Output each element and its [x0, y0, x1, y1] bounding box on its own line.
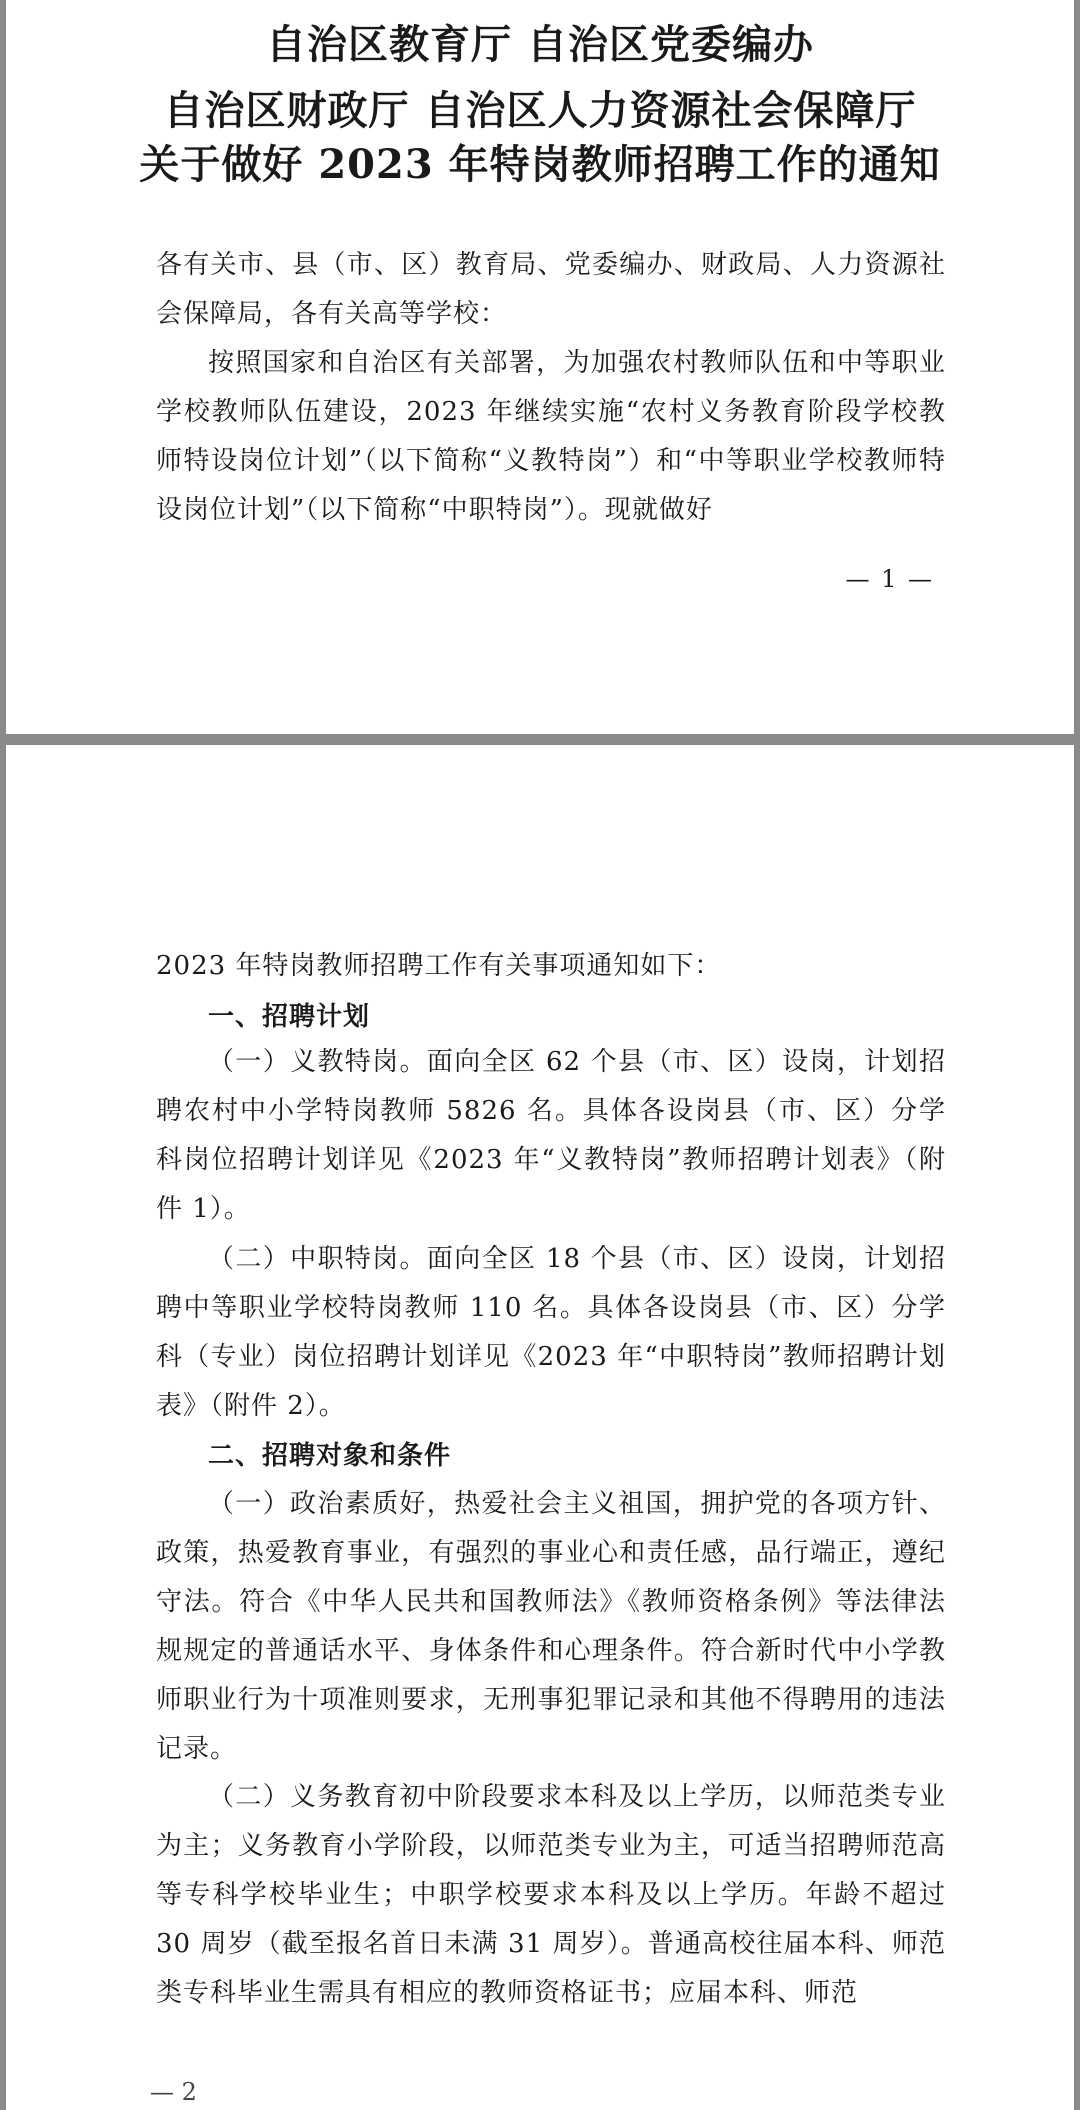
condition-item-education: （二）义务教育初中阶段要求本科及以上学历，以师范类专业为主；义务教育小学阶段，以师范类专业为主，可适当招聘师范高等专科学校毕业生；中职学校要求本科及以上学历。年龄不超过 30 周岁（截至报名首日未满 31 周岁）。普通高校往届本科、师范类专科毕业生需具有相应的教师资格证书；应届本科、师范: [156, 1782, 946, 2008]
document-page-2: [6, 745, 1074, 2110]
title-line-1: 自治区教育厅 自治区党委编办: [266, 21, 814, 68]
plan-item-compulsory-education: （一）义教特岗。面向全区 62 个县（市、区）设岗，计划招聘农村中小学特岗教师 5826 名。具体各设岗县（市、区）分学科岗位招聘计划详见《2023 年“义教特岗”教师招聘计划表》（附件 1）。: [156, 1047, 946, 1224]
page-number-1: — 1 —: [845, 565, 934, 593]
addressee-paragraph: 各有关市、县（市、区）教育局、党委编办、财政局、人力资源社会保障局，各有关高等学校：: [156, 250, 946, 329]
plan-item-vocational: （二）中职特岗。面向全区 18 个县（市、区）设岗，计划招聘中等职业学校特岗教师 110 名。具体各设岗县（市、区）分学科（专业）岗位招聘计划详见《2023 年“中职特岗”教师招聘计划表》（附件 2）。: [156, 1244, 946, 1421]
continuation-paragraph: 2023 年特岗教师招聘工作有关事项通知如下：: [156, 951, 722, 981]
document-page-1: [6, 0, 1074, 734]
page-number-2-partial: — 2: [150, 2078, 197, 2106]
section-heading-targets-conditions: 二、招聘对象和条件: [208, 1441, 452, 1471]
title-line-3: 关于做好 2023 年特岗教师招聘工作的通知: [139, 141, 941, 188]
section-heading-recruitment-plan: 一、招聘计划: [208, 1002, 371, 1032]
condition-item-political: （一）政治素质好，热爱社会主义祖国，拥护党的各项方针、政策，热爱教育事业，有强烈的事业心和责任感，品行端正，遵纪守法。符合《中华人民共和国教师法》《教师资格条例》等法律法规规定的普通话水平、身体条件和心理条件。符合新时代中小学教师职业行为十项准则要求，无刑事犯罪记录和其他不得聘用的违法记录。: [156, 1489, 946, 1764]
title-line-2: 自治区财政厅 自治区人力资源社会保障厅: [163, 87, 917, 134]
intro-paragraph: 按照国家和自治区有关部署，为加强农村教师队伍和中等职业学校教师队伍建设，2023 年继续实施“农村义务教育阶段学校教师特设岗位计划”（以下简称“义教特岗”）和“中等职业学校教师特设岗位计划”（以下简称“中职特岗”）。现就做好: [156, 348, 946, 525]
